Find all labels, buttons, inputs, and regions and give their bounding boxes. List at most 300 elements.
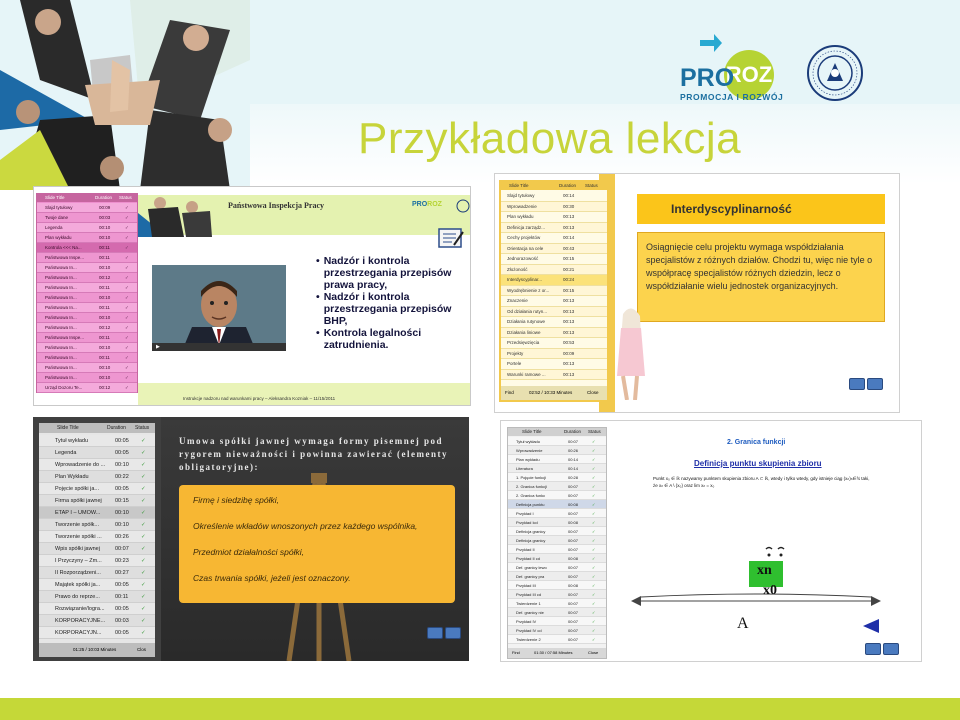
list-item-duration: 00:13: [563, 308, 575, 314]
next-button[interactable]: [445, 627, 461, 639]
list-item[interactable]: [501, 296, 607, 307]
list-item-title: Warunki ramowe ...: [507, 371, 546, 377]
status-check-icon: ✓: [592, 556, 596, 561]
prev-button[interactable]: [865, 643, 881, 655]
list-item-duration: 00:10: [99, 375, 111, 380]
status-check-icon: ✓: [125, 325, 129, 330]
status-check-icon: ✓: [125, 205, 129, 210]
prev-button[interactable]: [849, 378, 865, 390]
people-thumbnail-image: [138, 193, 218, 237]
list-item[interactable]: [508, 500, 606, 509]
list-item[interactable]: [39, 531, 155, 543]
list-item-title: Definicja zarządz...: [507, 224, 546, 230]
presenter-avatar: [152, 265, 286, 351]
list-item[interactable]: [508, 482, 606, 491]
list-item[interactable]: [39, 435, 155, 447]
list-item[interactable]: [37, 283, 137, 293]
list-item[interactable]: [508, 473, 606, 482]
bullet-item: Nadzór i kontrola przestrzegania przepisów prawa pracy,: [323, 255, 452, 291]
list-header: Slide Title Duration Status: [501, 182, 607, 190]
list-item[interactable]: [37, 383, 137, 393]
status-check-icon: ✓: [141, 534, 146, 540]
list-item-title: Działania rutynowe: [507, 319, 546, 324]
list-item-title: Znaczenie: [507, 298, 528, 303]
status-check-icon: ✓: [141, 450, 146, 456]
status-check-icon: ✓: [592, 439, 596, 444]
list-item-title: Przykład IV cd: [516, 628, 542, 633]
list-item-duration: 00:08: [568, 583, 579, 588]
list-item-title: Państwowa In...: [45, 355, 77, 360]
list-item-title: Tworzenie spółki ...: [55, 534, 102, 540]
status-check-icon: ✓: [125, 305, 129, 310]
list-item-title: I Przyczyny – Zm...: [55, 558, 102, 564]
list-item[interactable]: [39, 567, 155, 579]
list-item[interactable]: [37, 213, 137, 223]
number-line-diagram: [631, 541, 881, 641]
status-check-icon: ✓: [125, 295, 129, 300]
list-item-title: Cechy projektów: [507, 235, 541, 240]
list-item-duration: 00:13: [563, 319, 575, 324]
list-item[interactable]: [508, 545, 606, 554]
list-item-title: Tworzenie spółk...: [55, 522, 100, 528]
next-button[interactable]: [883, 643, 899, 655]
list-item-title: Państwowa Inspe...: [45, 335, 85, 340]
list-item-title: Tytuł wykładu: [516, 439, 541, 444]
list-item-duration: 00:07: [568, 628, 579, 633]
list-item-duration: 00:11: [99, 305, 110, 310]
list-item-title: 2. Granica funkcji: [516, 484, 547, 489]
board-item: Firmę i siedzibę spółki,: [193, 495, 279, 505]
list-item-title: Państwowa In...: [45, 345, 77, 350]
list-item-duration: 00:10: [99, 345, 111, 350]
list-item[interactable]: [39, 591, 155, 603]
list-item-title: Twierdzenie 1: [516, 601, 541, 606]
list-item-duration: 00:03: [115, 618, 129, 624]
list-item-title: Rozwiązanie/logra...: [55, 606, 105, 612]
list-item[interactable]: [508, 455, 606, 464]
list-item-duration: 00:07: [568, 574, 579, 579]
list-item[interactable]: [39, 507, 155, 519]
logo-pro-text: PRO: [680, 64, 735, 92]
logo-roz-circle: ROZ: [724, 50, 774, 100]
list-item[interactable]: [501, 286, 607, 297]
list-item-duration: 00:05: [115, 582, 129, 588]
list-item[interactable]: [501, 191, 607, 202]
list-item[interactable]: [39, 471, 155, 483]
list-item[interactable]: [501, 317, 607, 328]
list-item-title: Państwowa In...: [45, 305, 77, 310]
list-item-title: Plan wykładu: [516, 457, 540, 462]
video-player[interactable]: [152, 265, 286, 351]
notes-icon[interactable]: [438, 227, 464, 249]
list-item[interactable]: [508, 509, 606, 518]
status-check-icon: ✓: [592, 619, 596, 624]
list-item-title: 1. Pojęcie funkcji: [516, 475, 547, 480]
list-item[interactable]: [39, 603, 155, 615]
list-item-duration: 00:15: [563, 287, 575, 293]
list-header: Slide Title Duration Status: [39, 423, 155, 433]
list-item-duration: 00:10: [115, 510, 129, 516]
list-item-title: KORPORACYJNE...: [55, 618, 106, 624]
slide-list-panel: [507, 427, 607, 659]
list-item[interactable]: [37, 323, 137, 333]
list-item[interactable]: [37, 313, 137, 323]
status-check-icon: ✓: [125, 215, 129, 220]
close-button[interactable]: Clos: [137, 647, 147, 652]
definition-text: Punkt x₀ ∈ ℝ nazywamy punktem skupienia zbioru A ⊂ ℝ, wtedy i tylko wtedy, gdy istnieje ciąg (xₙ)ₙ∈ℕ taki, że xₙ ∈ A \ {x₀} oraz lim xₙ = x₀: [653, 476, 870, 488]
list-item-title: Definicja granicy: [516, 538, 546, 543]
status-check-icon: ✓: [141, 582, 146, 588]
list-item-duration: 00:11: [115, 594, 129, 600]
lesson-screenshot-math: [500, 420, 922, 662]
list-item[interactable]: [501, 244, 607, 255]
close-button[interactable]: Close: [587, 390, 599, 395]
list-item-title: Wpis spółki jawnej: [55, 546, 100, 552]
list-item[interactable]: [508, 617, 606, 626]
status-check-icon: ✓: [125, 245, 129, 250]
slide-caption: Instrukcje nadzoru nad warunkami pracy – Aleksandra Kozniak – 11/15/2011: [183, 396, 336, 401]
list-item-title: Plan Wykładu: [55, 474, 89, 480]
list-item-title: Definicja granicy: [516, 529, 546, 534]
list-item-title: Definicja punktu: [516, 502, 545, 507]
list-item-duration: 00:13: [563, 329, 575, 335]
presenter-figure: [613, 304, 649, 400]
board-item: Przedmiot działalności spółki,: [193, 547, 305, 557]
list-item[interactable]: [501, 359, 607, 370]
list-item-title: ETAP I – UMOW...: [55, 510, 101, 516]
list-item[interactable]: [508, 527, 606, 536]
status-check-icon: ✓: [592, 493, 596, 498]
list-item-duration: 00:13: [563, 298, 575, 303]
list-item-title: Literatura: [516, 466, 533, 471]
find-button[interactable]: Find: [505, 390, 514, 395]
status-check-icon: ✓: [592, 637, 596, 642]
status-check-icon: ✓: [125, 275, 129, 280]
slide-content: [138, 187, 471, 406]
list-item[interactable]: [501, 233, 607, 244]
bottom-band: [0, 698, 960, 720]
list-item-duration: 00:07: [568, 619, 579, 624]
list-item[interactable]: [508, 437, 606, 446]
status-check-icon: ✓: [592, 565, 596, 570]
status-check-icon: ✓: [592, 610, 596, 615]
list-item-duration: 00:07: [568, 511, 579, 516]
list-item-duration: 00:09: [563, 350, 575, 356]
list-item[interactable]: [37, 303, 137, 313]
list-item[interactable]: [508, 446, 606, 455]
bullet-list: [316, 255, 471, 351]
list-item[interactable]: [37, 263, 137, 273]
list-item[interactable]: [39, 447, 155, 459]
status-check-icon: ✓: [141, 558, 146, 564]
list-item[interactable]: [501, 202, 607, 213]
list-item[interactable]: [37, 273, 137, 283]
list-item-duration: 00:09: [99, 205, 111, 210]
list-item-title: Przykład Icd: [516, 520, 538, 525]
people-collage-image: [0, 0, 250, 190]
list-item-duration: 00:07: [568, 484, 579, 489]
status-check-icon: ✓: [592, 601, 596, 606]
list-item-title: Legenda: [45, 225, 63, 230]
list-item[interactable]: [37, 223, 137, 233]
list-item-duration: 00:07: [568, 592, 579, 597]
list-item[interactable]: [501, 223, 607, 234]
definition-title: Definicja punktu skupienia zbioru: [694, 459, 822, 468]
list-item[interactable]: [501, 328, 607, 339]
list-item-title: Przykład IV: [516, 619, 537, 624]
list-item-duration: 00:08: [568, 502, 579, 507]
list-item[interactable]: [37, 343, 137, 353]
list-item-title: Państwowa In...: [45, 275, 77, 280]
status-check-icon: ✓: [592, 583, 596, 588]
status-check-icon: ✓: [592, 475, 596, 480]
list-item-duration: 00:10: [115, 462, 129, 468]
list-item-title: Majątek spółki ja...: [55, 582, 101, 588]
list-item[interactable]: [39, 519, 155, 531]
list-item-duration: 00:22: [115, 474, 129, 480]
list-item-title: Slajd tytułowy: [45, 205, 73, 210]
list-item-duration: 00:11: [99, 355, 110, 360]
list-item-title: Jednorazowość: [507, 256, 539, 261]
list-item-title: Przykład III cd: [516, 592, 542, 597]
status-check-icon: ✓: [125, 335, 129, 340]
close-button[interactable]: Close: [588, 650, 599, 655]
video-controls[interactable]: [152, 343, 286, 351]
status-check-icon: ✓: [141, 486, 146, 492]
status-check-icon: ✓: [592, 448, 596, 453]
status-check-icon: ✓: [592, 511, 596, 516]
list-item[interactable]: [508, 491, 606, 500]
list-header: Slide Title Duration Status: [508, 428, 606, 436]
status-check-icon: ✓: [592, 484, 596, 489]
list-item-title: Państwowa In...: [45, 325, 77, 330]
board-item: Czas trwania spółki, jeżeli jest oznaczony.: [193, 573, 351, 583]
list-item[interactable]: [501, 307, 607, 318]
bullet-icon: •: [316, 255, 320, 267]
list-item[interactable]: [501, 275, 607, 286]
page-title: Przykładowa lekcja: [358, 114, 742, 163]
status-check-icon: ✓: [592, 628, 596, 633]
list-item-title: Państwowa Inspe...: [45, 255, 85, 260]
list-item-duration: 00:12: [99, 325, 111, 330]
slide-content: [161, 417, 469, 661]
status-check-icon: ✓: [141, 498, 146, 504]
list-item[interactable]: [508, 608, 606, 617]
list-item-title: Państwowa In...: [45, 295, 77, 300]
slide-heading: Umowa spółki jawnej wymaga formy pisemnej pod rygorem nieważności i powinna zawierać (elementy obligatoryjne):: [179, 436, 449, 472]
list-item-duration: 00:10: [99, 235, 111, 240]
list-item-title: Portele: [507, 361, 522, 366]
list-item-title: Przykład II cd: [516, 556, 541, 561]
list-item-duration: 00:15: [563, 256, 575, 261]
status-check-icon: ✓: [125, 235, 129, 240]
list-item-duration: 00:24: [563, 277, 575, 282]
list-item-duration: 00:11: [99, 245, 110, 250]
list-item[interactable]: [37, 373, 137, 383]
status-check-icon: ✓: [125, 385, 129, 390]
list-item-duration: 00:07: [568, 493, 579, 498]
list-item-title: Państwowa In...: [45, 285, 77, 290]
list-item[interactable]: [39, 483, 155, 495]
list-item-duration: 00:13: [563, 224, 575, 230]
list-item-title: Def. granicy lewo: [516, 565, 547, 570]
list-item-duration: 00:26: [568, 448, 579, 453]
bullet-icon: •: [316, 291, 320, 303]
status-check-icon: ✓: [141, 510, 146, 516]
status-check-icon: ✓: [592, 538, 596, 543]
list-item-title: Wprowadzenie: [516, 448, 543, 453]
list-item-title: Legenda: [55, 450, 77, 456]
list-item-duration: 00:27: [115, 570, 129, 576]
list-item[interactable]: [39, 579, 155, 591]
list-item[interactable]: [501, 338, 607, 349]
list-item-title: 2. Granica funkc: [516, 493, 546, 498]
status-check-icon: ✓: [125, 375, 129, 380]
status-check-icon: ✓: [592, 574, 596, 579]
list-item-duration: 00:10: [99, 265, 111, 270]
slide-text-box: Osiągnięcie celu projektu wymaga współdziałania specjalistów z różnych działów. Chodzi tu, więc nie tyle o współpracę specjalistów różnych dziedzin, lecz o współdziałanie wielu jednostek organizacyjnych.: [637, 232, 885, 322]
list-item-title: Przykład I: [516, 511, 534, 516]
list-item-title: Wprowadzenie do ...: [55, 462, 106, 468]
list-item-duration: 00:14: [563, 193, 575, 198]
list-item[interactable]: [501, 349, 607, 360]
list-item[interactable]: [39, 543, 155, 555]
list-item-duration: 00:30: [563, 203, 575, 209]
list-item[interactable]: [508, 464, 606, 473]
progress-time: 01:30 / 07:58 Minutes: [534, 650, 573, 655]
player-footer: [508, 648, 606, 658]
list-item[interactable]: [508, 590, 606, 599]
list-item[interactable]: [37, 353, 137, 363]
list-item-duration: 00:05: [115, 450, 129, 456]
list-item-title: Twierdzenie 2: [516, 637, 541, 642]
status-check-icon: ✓: [592, 529, 596, 534]
list-item-duration: 00:07: [568, 601, 579, 606]
list-item-duration: 00:43: [563, 245, 575, 251]
bullet-item: Nadzór i kontrola przestrzegania przepisów BHP,: [323, 291, 452, 327]
list-item-duration: 00:13: [563, 361, 575, 366]
list-item[interactable]: [37, 243, 137, 253]
list-item[interactable]: [501, 370, 607, 381]
list-item-title: Państwowa In...: [45, 375, 77, 380]
list-item-duration: 00:07: [568, 439, 579, 444]
lesson-screenshot-safety: [33, 186, 471, 406]
list-item[interactable]: [501, 212, 607, 223]
list-item[interactable]: [39, 459, 155, 471]
list-item-duration: 00:08: [568, 520, 579, 525]
list-item[interactable]: [39, 615, 155, 627]
list-item-title: Wyodrębnienie z or...: [507, 287, 550, 293]
list-item-duration: 00:05: [115, 606, 129, 612]
status-check-icon: ✓: [141, 630, 146, 636]
list-item-duration: 00:21: [563, 266, 575, 272]
list-item-title: Plan wykładu: [507, 214, 534, 219]
status-check-icon: ✓: [125, 265, 129, 270]
list-item[interactable]: [39, 495, 155, 507]
xn-label: xn: [757, 563, 772, 578]
list-item[interactable]: [501, 254, 607, 265]
list-item[interactable]: [37, 333, 137, 343]
status-check-icon: ✓: [141, 462, 146, 468]
status-check-icon: ✓: [125, 345, 129, 350]
academy-seal-icon: [806, 44, 864, 102]
set-label: A: [737, 615, 749, 632]
slide-header: Państwowa Inspekcja Pracy: [228, 201, 324, 210]
status-check-icon: ✓: [125, 225, 129, 230]
list-item-title: Działania liniowe: [507, 329, 541, 335]
list-item[interactable]: [37, 293, 137, 303]
list-item[interactable]: [37, 253, 137, 263]
list-item-duration: 00:11: [99, 255, 110, 260]
list-item[interactable]: [508, 518, 606, 527]
progress-time: 02:52 / 10:33 Minutes: [529, 390, 573, 395]
list-item[interactable]: [39, 555, 155, 567]
list-item-title: Od działania rutyn...: [507, 308, 548, 314]
play-icon[interactable]: ▶: [156, 344, 160, 350]
list-item-title: Złożoność: [507, 266, 528, 272]
status-check-icon: ✓: [141, 438, 146, 444]
slide-title: Interdyscyplinarność: [637, 194, 885, 224]
list-item[interactable]: [508, 563, 606, 572]
list-item[interactable]: [508, 581, 606, 590]
list-item-title: Plan wykładu: [45, 235, 72, 240]
status-check-icon: ✓: [592, 466, 596, 471]
list-item[interactable]: [37, 203, 137, 213]
list-item-title: Pojęcie spółki ja...: [55, 486, 100, 492]
next-button[interactable]: [867, 378, 883, 390]
list-item-title: Kontrola <<< Na...: [45, 245, 82, 250]
list-item-title: Twoje dane: [45, 215, 69, 220]
list-item[interactable]: [508, 626, 606, 635]
list-item[interactable]: [508, 554, 606, 563]
status-check-icon: ✓: [592, 457, 596, 462]
list-item[interactable]: [501, 265, 607, 276]
find-button[interactable]: Find: [512, 650, 520, 655]
list-item[interactable]: [508, 536, 606, 545]
list-item-title: Państwowa In...: [45, 315, 77, 320]
status-check-icon: ✓: [141, 618, 146, 624]
list-item[interactable]: [37, 233, 137, 243]
list-item-duration: 00:10: [99, 295, 111, 300]
status-check-icon: ✓: [125, 255, 129, 260]
list-item[interactable]: [508, 599, 606, 608]
list-item-title: Def. granicy pra: [516, 574, 545, 579]
status-check-icon: ✓: [141, 522, 146, 528]
slide-heading: 2. Granica funkcji: [727, 439, 786, 446]
list-item-duration: 00:07: [568, 610, 579, 615]
list-item[interactable]: [508, 572, 606, 581]
list-item-title: Slajd tytułowy: [507, 193, 535, 198]
list-item-duration: 00:12: [99, 275, 111, 280]
list-item-duration: 00:10: [115, 522, 129, 528]
prev-button[interactable]: [427, 627, 443, 639]
list-item-title: Państwowa In...: [45, 265, 77, 270]
proroz-small-logo: PROROZ: [412, 201, 442, 208]
list-item-duration: 00:07: [115, 546, 129, 552]
list-item-duration: 00:05: [115, 438, 129, 444]
list-item-title: II Rozporządzeni...: [55, 570, 101, 576]
list-item[interactable]: [39, 627, 155, 639]
list-item-duration: 00:14: [563, 235, 575, 240]
progress-time: 01:25 / 10:03 Minutes: [73, 647, 117, 652]
bullet-item: Kontrola legalności zatrudnienia.: [323, 327, 422, 351]
list-header: Slide Title Duration Status: [37, 194, 137, 202]
slide-list-panel: [39, 423, 155, 657]
list-item[interactable]: [508, 635, 606, 644]
list-item[interactable]: [37, 363, 137, 373]
list-item-title: Przykład III: [516, 583, 536, 588]
list-item-duration: 00:10: [99, 365, 111, 370]
